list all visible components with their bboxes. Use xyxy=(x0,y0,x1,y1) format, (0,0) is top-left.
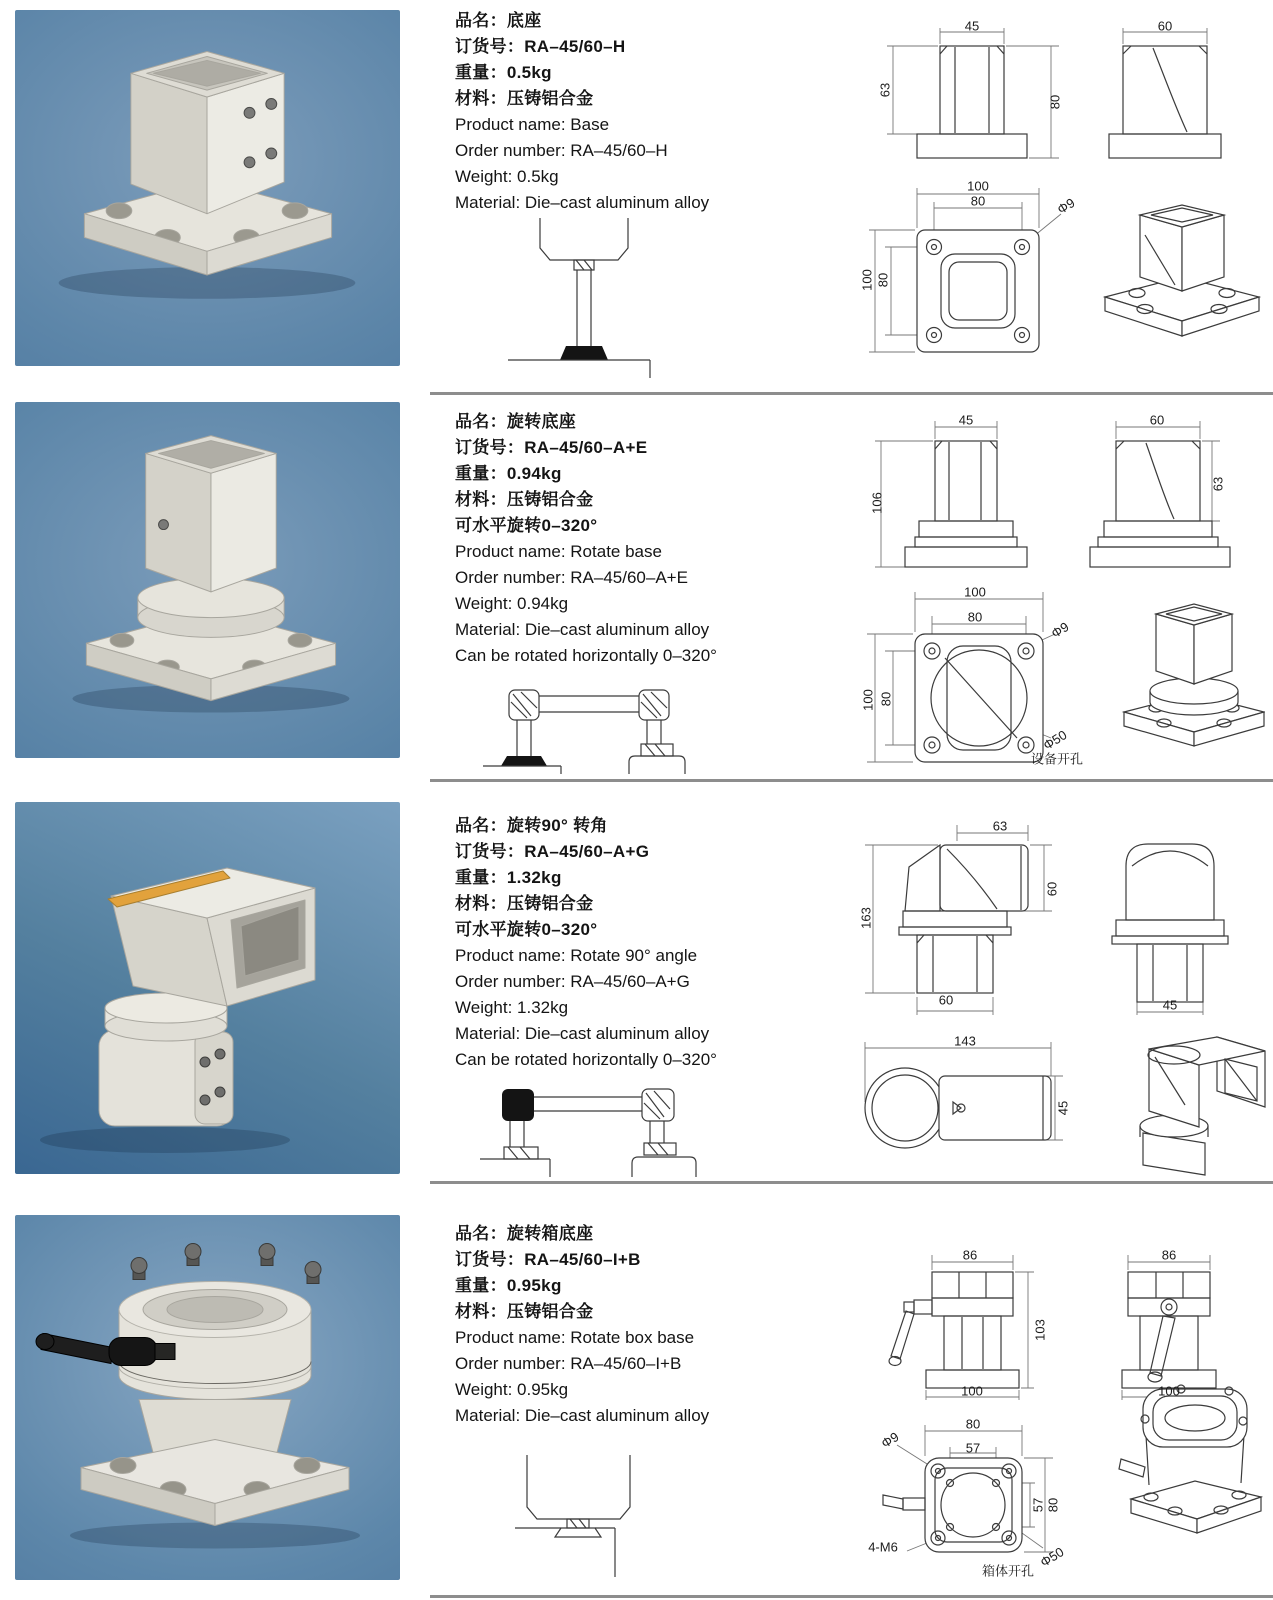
spec-block xyxy=(455,409,717,669)
dimension-label: 45 xyxy=(958,412,974,428)
product-row-base xyxy=(0,0,1273,393)
mounting-diagram xyxy=(515,1455,675,1580)
product-image-rotate-base xyxy=(15,402,400,758)
dimension-label: 106 xyxy=(869,492,885,514)
dimension-label: 100 xyxy=(964,584,986,600)
dimension-label: 63 xyxy=(1210,476,1226,492)
dimension-label: 45 xyxy=(964,18,980,34)
spec-line: Weight: 0.5kg xyxy=(455,167,559,186)
spec-line: Product name: Rotate box base xyxy=(455,1328,695,1347)
product-photo-base xyxy=(15,10,400,366)
spec-line: Order number: RA–45/60–I+B xyxy=(455,1354,682,1373)
spec-line: 重量：0.94kg xyxy=(455,464,562,483)
spec-line: Can be rotated horizontally 0–320° xyxy=(455,1050,717,1069)
dimension-label: 100 xyxy=(967,178,989,194)
dimension-label: 60 xyxy=(1149,412,1165,428)
spec-line: 品名：旋转底座 xyxy=(455,412,577,431)
section-divider xyxy=(430,1595,1273,1598)
dimension-label: 100 xyxy=(860,689,876,711)
spec-line: Material: Die–cast aluminum alloy xyxy=(455,1024,710,1043)
dimension-label: 143 xyxy=(954,1033,976,1049)
spec-block xyxy=(455,8,709,216)
product-row-rotate-base xyxy=(0,393,1273,781)
mounting-diagram xyxy=(480,1085,710,1177)
front-view-drawing xyxy=(865,412,1070,580)
dimension-label: 103 xyxy=(1032,1319,1048,1341)
mounting-diagram xyxy=(500,218,680,378)
dimension-label: 100 xyxy=(1158,1383,1180,1399)
dimension-note: 箱体开孔 xyxy=(981,1563,1035,1579)
spec-line: 可水平旋转0–320° xyxy=(455,516,598,535)
dimension-label: 57 xyxy=(965,1440,981,1456)
isometric-view-drawing xyxy=(1115,1375,1270,1565)
dimension-label: Φ9 xyxy=(1054,194,1078,218)
dimension-label: 4-M6 xyxy=(868,1539,898,1555)
spec-line: 订货号：RA–45/60–A+G xyxy=(455,842,650,861)
spec-line: 订货号：RA–45/60–A+E xyxy=(455,438,648,457)
spec-line: 品名：底座 xyxy=(455,11,542,30)
spec-line: Product name: Base xyxy=(455,115,610,134)
dimension-label: 60 xyxy=(1044,881,1060,897)
dimension-label: Φ50 xyxy=(1040,727,1070,753)
spec-line: 材料：压铸铝合金 xyxy=(455,894,594,913)
mounting-diagram xyxy=(483,686,703,774)
product-photo-rotate-box-base xyxy=(15,1215,400,1580)
spec-block xyxy=(455,1221,709,1429)
front-view-drawing xyxy=(845,815,1095,1020)
dimension-label: 60 xyxy=(938,992,954,1008)
dimension-label: 86 xyxy=(1161,1247,1177,1263)
product-row-rotate-box-base xyxy=(0,1183,1273,1600)
isometric-view-drawing xyxy=(1115,598,1265,768)
spec-block xyxy=(455,813,717,1073)
dimension-label: 80 xyxy=(967,609,983,625)
dimension-label: 45 xyxy=(1162,997,1178,1013)
spec-line: Can be rotated horizontally 0–320° xyxy=(455,646,717,665)
product-image-base xyxy=(15,10,400,366)
dimension-label: 57 xyxy=(1030,1497,1046,1513)
product-photo-rotate-base xyxy=(15,402,400,758)
side-view-drawing xyxy=(1100,820,1240,1015)
spec-line: Material: Die–cast aluminum alloy xyxy=(455,1406,710,1425)
dimension-label: 60 xyxy=(1157,18,1173,34)
spec-line: 订货号：RA–45/60–I+B xyxy=(455,1250,641,1269)
dimension-label: Φ9 xyxy=(878,1428,902,1452)
dimension-label: 80 xyxy=(965,1416,981,1432)
dimension-label: 80 xyxy=(878,691,894,707)
spec-line: Order number: RA–45/60–A+E xyxy=(455,568,688,587)
side-view-drawing xyxy=(1095,20,1235,170)
spec-line: Weight: 1.32kg xyxy=(455,998,569,1017)
spec-line: Product name: Rotate 90° angle xyxy=(455,946,698,965)
dimension-label: 100 xyxy=(961,1383,983,1399)
spec-line: 材料：压铸铝合金 xyxy=(455,1302,594,1321)
spec-line: Order number: RA–45/60–H xyxy=(455,141,668,160)
dimension-label: 63 xyxy=(877,82,893,98)
spec-line: Material: Die–cast aluminum alloy xyxy=(455,620,710,639)
spec-line: 可水平旋转0–320° xyxy=(455,920,598,939)
product-photo-rotate-90-angle xyxy=(15,802,400,1174)
dimension-label: 80 xyxy=(1045,1497,1061,1513)
product-image-rotate-90-angle xyxy=(15,802,400,1174)
dimension-label: Φ50 xyxy=(1037,1544,1067,1570)
dimension-label: 63 xyxy=(992,818,1008,834)
dimension-label: Φ9 xyxy=(1048,618,1072,642)
spec-line: Weight: 0.94kg xyxy=(455,594,569,613)
dimension-label: 100 xyxy=(859,269,875,291)
spec-line: Weight: 0.95kg xyxy=(455,1380,569,1399)
spec-line: Product name: Rotate base xyxy=(455,542,662,561)
product-image-rotate-box-base xyxy=(15,1215,400,1580)
dimension-label: 45 xyxy=(1055,1100,1071,1116)
spec-line: 材料：压铸铝合金 xyxy=(455,89,594,108)
spec-line: 品名：旋转箱底座 xyxy=(455,1224,594,1243)
spec-line: 重量：0.5kg xyxy=(455,63,552,82)
dimension-note: 设备开孔 xyxy=(1030,751,1084,767)
front-view-drawing xyxy=(875,20,1070,170)
dimension-label: 80 xyxy=(875,272,891,288)
dimension-label: 86 xyxy=(962,1247,978,1263)
dimension-label: 163 xyxy=(858,907,874,929)
spec-line: 品名：旋转90° 转角 xyxy=(455,816,608,835)
spec-line: 订货号：RA–45/60–H xyxy=(455,37,626,56)
dimension-label: 80 xyxy=(1047,94,1063,110)
side-view-drawing xyxy=(1080,412,1255,580)
spec-line: Material: Die–cast aluminum alloy xyxy=(455,193,710,212)
product-row-rotate-90-angle xyxy=(0,781,1273,1183)
isometric-view-drawing xyxy=(1085,195,1265,360)
spec-line: 材料：压铸铝合金 xyxy=(455,490,594,509)
spec-line: 重量：0.95kg xyxy=(455,1276,562,1295)
isometric-view-drawing xyxy=(1105,1015,1270,1180)
spec-line: Order number: RA–45/60–A+G xyxy=(455,972,690,991)
dimension-label: 80 xyxy=(970,193,986,209)
spec-line: 重量：1.32kg xyxy=(455,868,562,887)
